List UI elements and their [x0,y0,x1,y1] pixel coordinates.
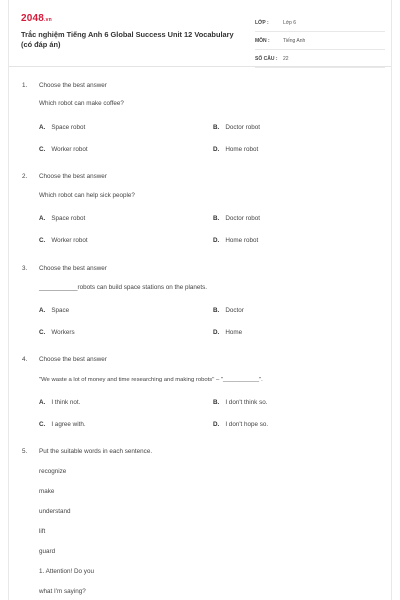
option-b[interactable]: B. Doctor robot [213,124,260,131]
option-a[interactable]: A. Space robot [39,124,86,131]
question-text: Which robot can help sick people? [39,192,135,199]
word-option: guard [39,548,56,555]
worksheet-page [8,0,392,600]
question-instruction: Choose the best answer [39,82,107,89]
option-b[interactable]: B. I don't think so. [213,399,268,406]
question-number: 1. [22,82,28,89]
meta-label: MÔN : [255,37,270,44]
sentence-line: what I'm saying? [39,588,86,595]
option-c[interactable]: C. I agree with. [39,421,86,428]
option-a[interactable]: A. Space robot [39,215,86,222]
question-number: 3. [22,265,28,272]
word-option: lift [39,528,46,535]
word-option: make [39,488,55,495]
worksheet-title: Trắc nghiệm Tiếng Anh 6 Global Success Unit 12 Vocabulary (có đáp án) [21,30,234,49]
question-number: 4. [22,356,28,363]
meta-label: SỐ CÂU : [255,55,278,62]
option-b[interactable]: B. Doctor [213,307,244,314]
worksheet-meta [255,14,385,68]
option-c[interactable]: C. Worker robot [39,237,88,244]
option-d[interactable]: D. I don't hope so. [213,421,269,428]
option-a[interactable]: A. I think not. [39,399,81,406]
question-instruction: Choose the best answer [39,265,107,272]
question-text: "We waste a lot of money and time researching and making robots" – "___________". [39,377,263,383]
question-text: Which robot can make coffee? [39,100,124,107]
option-a[interactable]: A. Space [39,307,70,314]
question-instruction: Put the suitable words in each sentence. [39,448,153,455]
option-b[interactable]: B. Doctor robot [213,215,260,222]
meta-row-grade [255,14,385,32]
worksheet-header [9,0,391,67]
meta-value: Lớp 6 [283,19,297,26]
question-instruction: Choose the best answer [39,356,107,363]
word-option: recognize [39,468,67,475]
meta-value: Tiếng Anh [283,37,306,44]
site-logo[interactable]: 2048.vn [21,13,52,24]
option-d[interactable]: D. Home [213,329,243,336]
sentence-line: 1. Attention! Do you [39,568,94,575]
option-d[interactable]: D. Home robot [213,146,259,153]
meta-label: LỚP : [255,19,269,26]
meta-value: 22 [283,55,289,62]
option-d[interactable]: D. Home robot [213,237,259,244]
meta-row-count [255,50,385,68]
question-instruction: Choose the best answer [39,173,107,180]
question-number: 5. [22,448,28,455]
word-option: understand [39,508,71,515]
option-c[interactable]: C. Workers [39,329,75,336]
meta-row-subject [255,32,385,50]
question-number: 2. [22,173,28,180]
question-text: ___________robots can build space stations on the planets. [39,284,208,291]
option-c[interactable]: C. Worker robot [39,146,88,153]
